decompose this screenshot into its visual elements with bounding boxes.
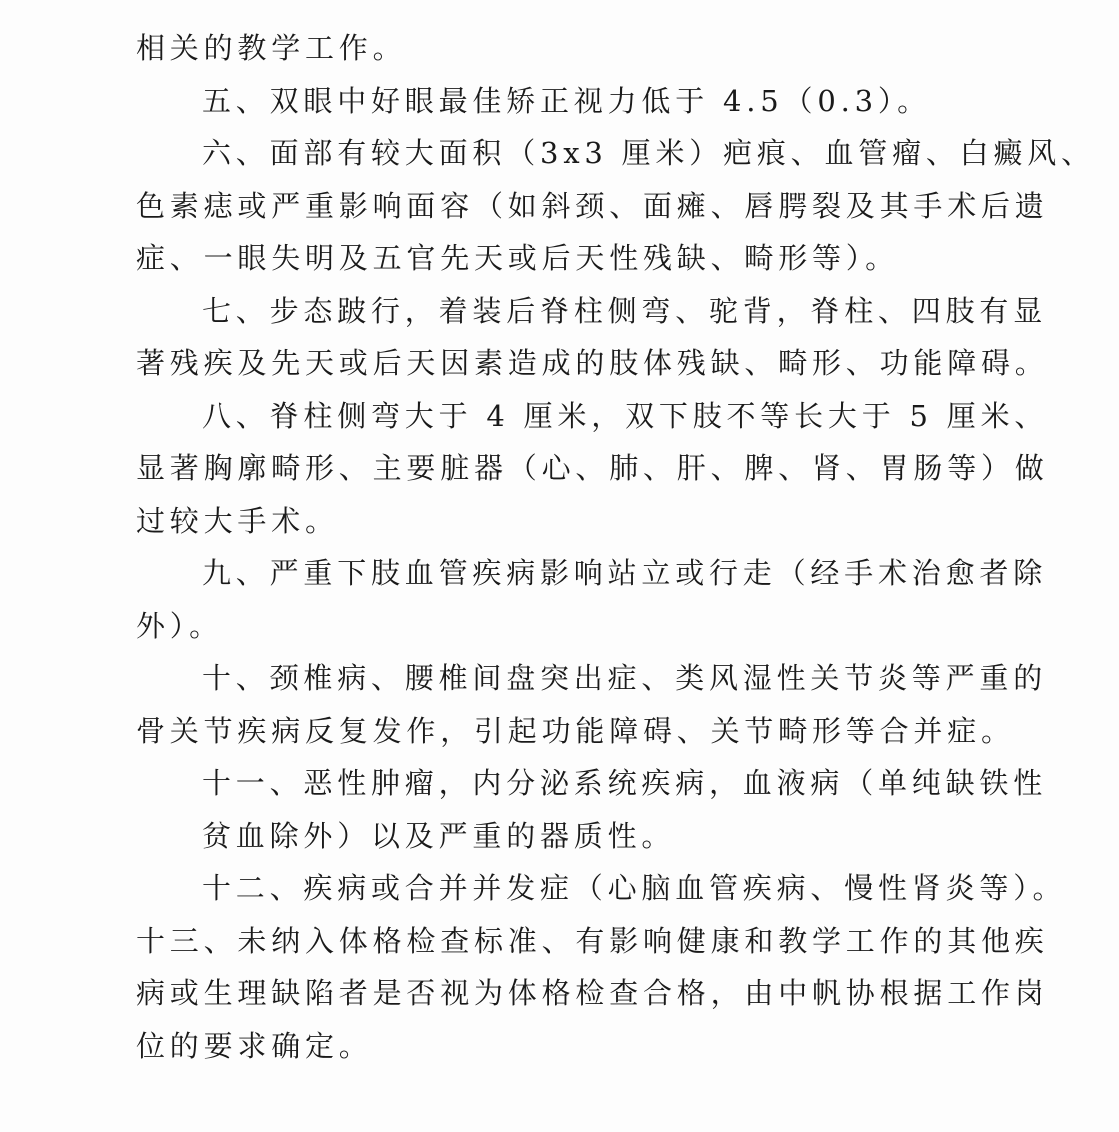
text-line: 病或生理缺陷者是否视为体格检查合格，由中帆协根据工作岗 [136, 976, 1049, 1010]
text-line: 过较大手术。 [136, 503, 339, 538]
text-line: 六、面部有较大面积（3x3 厘米）疤痕、血管瘤、白癜风、 [202, 136, 1095, 170]
text-line: 十一、恶性肿瘤，内分泌系统疾病，血液病（单纯缺铁性 [202, 766, 1048, 800]
text-line: 八、脊柱侧弯大于 4 厘米，双下肢不等长大于 5 厘米、 [202, 398, 1049, 433]
text-line: 外）。 [136, 608, 223, 643]
text-line: 相关的教学工作。 [136, 31, 407, 65]
text-line: 位的要求确定。 [136, 1028, 373, 1063]
text-line: 十二、疾病或合并并发症（心脑血管疾病、慢性肾炎等）。 [202, 871, 1067, 905]
document-body [136, 22, 1095, 1072]
text-line: 著残疾及先天或后天因素造成的肢体残缺、畸形、功能障碍。 [136, 346, 1049, 380]
text-line: 十三、未纳入体格检查标准、有影响健康和教学工作的其他疾 [136, 923, 1049, 958]
text-line: 症、一眼失明及五官先天或后天性残缺、畸形等）。 [136, 241, 899, 275]
text-line: 七、步态跛行，着装后脊柱侧弯、驼背，脊柱、四肢有显 [202, 293, 1048, 328]
text-line: 贫血除外）以及严重的器质性。 [202, 818, 676, 853]
text-line: 九、严重下肢血管疾病影响站立或行走（经手术治愈者除 [202, 556, 1048, 590]
text-line: 十、颈椎病、腰椎间盘突出症、类风湿性关节炎等严重的 [202, 661, 1048, 695]
text-line: 色素痣或严重影响面容（如斜颈、面瘫、唇腭裂及其手术后遗 [136, 188, 1049, 223]
text-line: 五、双眼中好眼最佳矫正视力低于 4.5（0.3）。 [202, 83, 931, 118]
text-line: 显著胸廓畸形、主要脏器（心、肺、肝、脾、肾、胃肠等）做 [136, 451, 1049, 485]
text-line: 骨关节疾病反复发作，引起功能障碍、关节畸形等合并症。 [136, 713, 1015, 748]
